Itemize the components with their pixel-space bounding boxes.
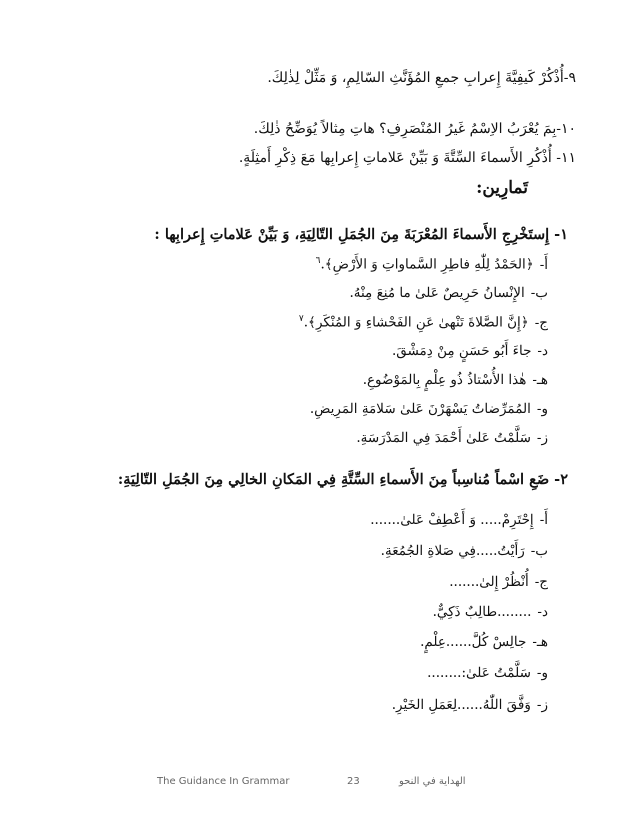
item-text: ﴿إِنَّ الصَّلاةَ تَنْهىٰ عَنِ الفَحْشاءِ وَ المُنْكَرِ﴾. bbox=[303, 314, 529, 331]
footer-book-title: The Guidance In Grammar bbox=[157, 776, 290, 787]
exercise-2-item bbox=[392, 697, 548, 713]
item-letter: و- bbox=[536, 665, 548, 681]
item-letter: ز- bbox=[536, 697, 548, 713]
item-text: ........طالِبٌ ذَكِيٌّ. bbox=[432, 604, 532, 620]
item-letter: د- bbox=[537, 343, 548, 359]
item-text: جاءَ أَبُو حَسَنٍ مِنْ دِمَشْقَ. bbox=[391, 343, 532, 359]
item-letter: و- bbox=[536, 401, 548, 417]
exercise-1-item bbox=[299, 314, 548, 331]
exercise-2-item bbox=[381, 543, 548, 559]
item-letter: ج- bbox=[534, 314, 548, 331]
exercise-2-item bbox=[420, 634, 548, 650]
exercise-2-item bbox=[370, 512, 548, 528]
exercise-1-item bbox=[310, 401, 548, 417]
item-letter: هـ- bbox=[532, 634, 548, 650]
item-text: جالِسْ كُلَّ......عِلْمٍ. bbox=[420, 634, 527, 650]
exercise-2-item bbox=[427, 665, 548, 681]
exercise-2-item bbox=[433, 604, 548, 620]
exercise-1-heading: ١- إِستَخْرِجِ الأَسماءَ المُعْرَبَةَ مِنَ الجُمَلِ التّالِيَةِ، وَ بَيِّنْ عَلاماتِ إِعرابِها : bbox=[154, 226, 568, 243]
exercise-1-item bbox=[363, 372, 548, 388]
footnote-marker: ٦ bbox=[315, 256, 321, 266]
item-text: هٰذا الأُسْتاذُ ذُو عِلْمٍ بِالمَوْضُوعِ. bbox=[362, 372, 527, 388]
item-text: إِحْتَرِمْ..... وَ أَعْطِفْ عَلىٰ....... bbox=[370, 512, 534, 528]
section-title: تَمارِين: bbox=[476, 178, 528, 198]
item-letter: ج- bbox=[534, 574, 548, 590]
item-letter: هـ- bbox=[532, 372, 548, 388]
footnote-marker: ٧ bbox=[298, 314, 304, 324]
item-text: سَلَّمْتُ عَلىٰ أَحْمَدَ فِي المَدْرَسَةِ. bbox=[356, 430, 531, 446]
exercise-1-item bbox=[316, 256, 548, 273]
question-11: ١١- أُذْكُرِ الأَسماءَ السِّتَّةَ وَ بَيِّنْ عَلاماتِ إِعرابِها مَعَ ذِكْرِ أَمثِلَةٍ. bbox=[238, 150, 576, 166]
item-letter: ب- bbox=[530, 285, 548, 301]
item-text: أُنْظُرْ إِلىٰ....... bbox=[449, 574, 529, 590]
item-text: ﴿الحَمْدُ لِلّٰهِ فاطِرِ السَّماواتِ وَ الأَرْضِ﴾. bbox=[320, 256, 534, 273]
question-9: ٩-أُذْكُرْ كَيفِيَّةَ إِعرابِ جمعِ المُؤَنَّثِ السّالِمِ، وَ مَثِّلْ لِذٰلِكَ. bbox=[267, 70, 576, 86]
exercise-1-item bbox=[356, 430, 548, 446]
exercise-2-heading: ٢- ضَعِ اسْماً مُناسِباً مِنَ الأَسماءِ السِّتَّةِ فِي المَكانِ الخالِي مِنَ الجُمَلِ التّالِيَةِ: bbox=[117, 471, 568, 488]
item-text: سَلَّمْتُ عَلىٰ:........ bbox=[427, 665, 531, 681]
item-letter: د- bbox=[537, 604, 548, 620]
item-letter: ب- bbox=[530, 543, 548, 559]
exercise-1-item bbox=[349, 285, 548, 301]
item-text: وَفَّقَ اللّٰهُ......لِعَمَلِ الخَيْرِ. bbox=[391, 697, 531, 713]
question-10: ١٠-بِمَ يُعْرَبُ الاِسْمُ غَيرُ المُنْصَرِفِ؟ هاتِ مِثالاً يُوَضِّحُ ذٰلِكَ. bbox=[253, 121, 576, 137]
page-number: 23 bbox=[347, 776, 360, 787]
exercise-2-item bbox=[449, 574, 548, 590]
item-text: الإِنْسانُ حَرِيصٌ عَلىٰ ما مُنِعَ مِنْهُ. bbox=[349, 285, 525, 301]
item-text: رَأَيْتُ.....فِي صَلاةِ الجُمُعَةِ. bbox=[380, 543, 525, 559]
exercise-1-item bbox=[392, 343, 548, 359]
item-letter: أَ- bbox=[539, 256, 548, 273]
footer-arabic-title: الهداية في النحو bbox=[399, 776, 466, 787]
item-letter: أَ- bbox=[539, 512, 548, 528]
item-text: المُمَرِّضاتُ يَسْهَرْنَ عَلىٰ سَلامَةِ المَرِيضِ. bbox=[309, 401, 531, 417]
item-letter: ز- bbox=[536, 430, 548, 446]
